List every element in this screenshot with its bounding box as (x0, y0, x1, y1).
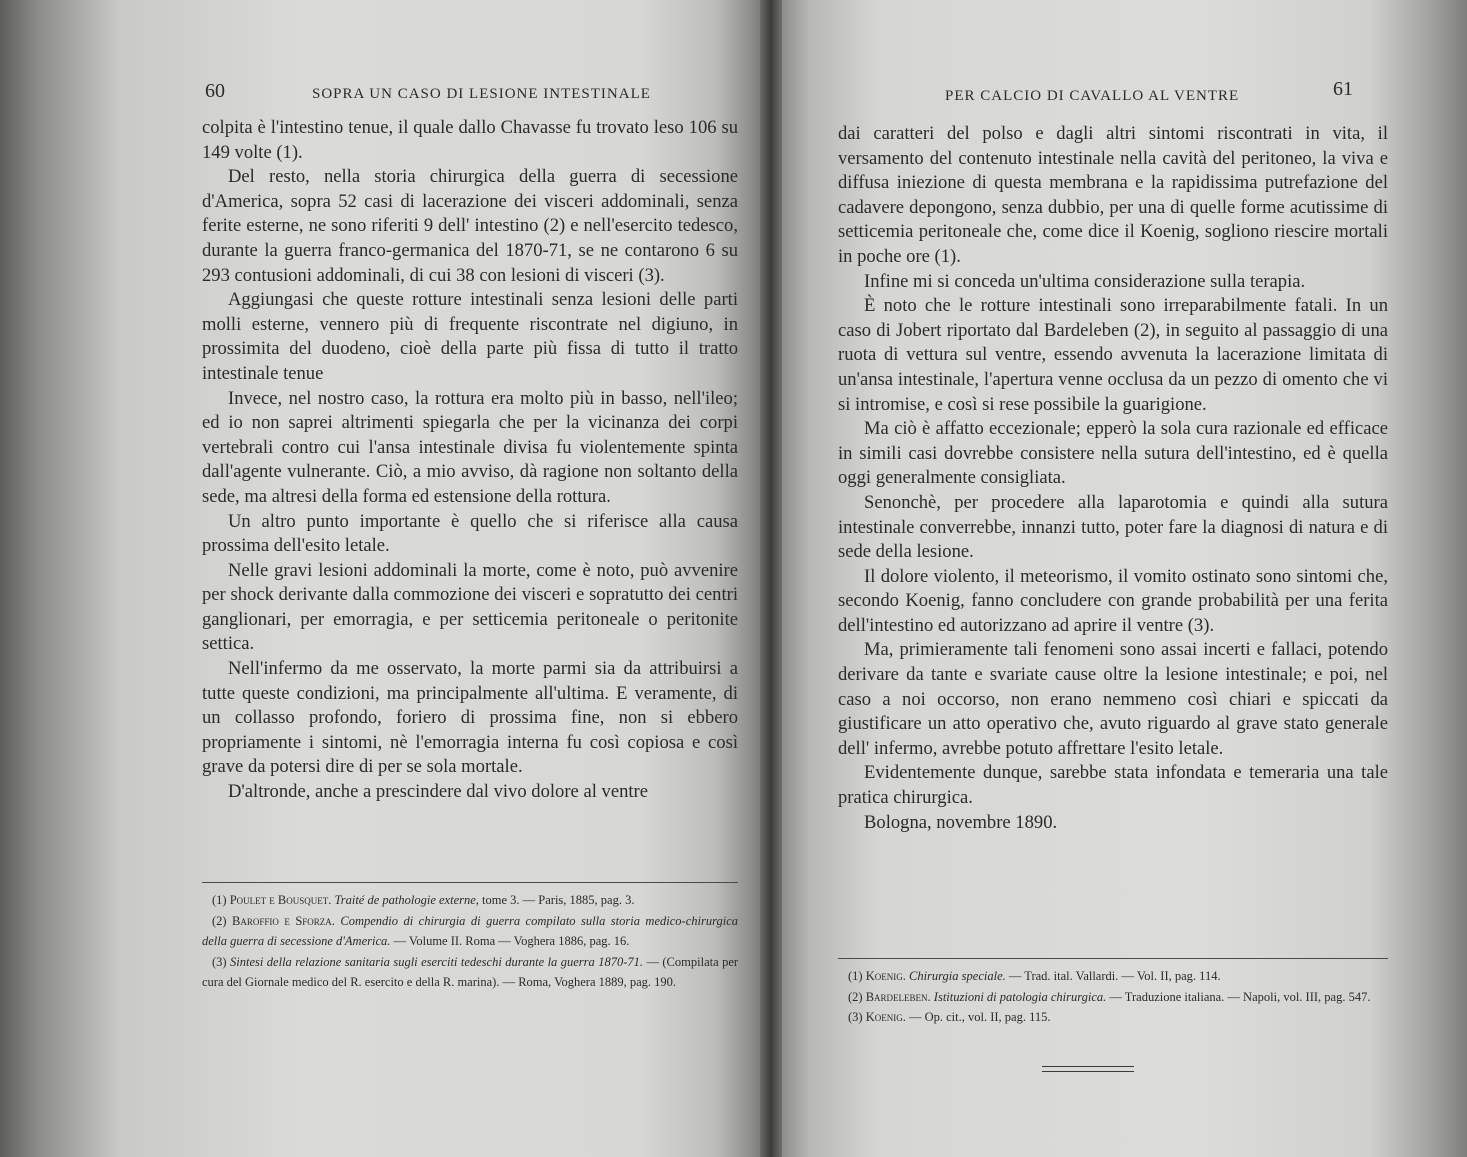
paragraph: Infine mi si conceda un'ultima considerazione sulla terapia. (864, 270, 1306, 292)
paragraph: Evidentemente dunque, sarebbe stata infondata e temeraria una tale pratica chirurgica. (838, 762, 1388, 809)
footnote-rest: — Traduzione italiana. — Napoli, vol. III, pag. 547. (1109, 989, 1371, 1004)
footnotes (202, 890, 738, 993)
page-number: 60 (205, 80, 225, 102)
footnote (838, 987, 1388, 1008)
footnote-mark: (2) (212, 913, 227, 928)
paragraph: Invece, nel nostro caso, la rottura era molto più in basso, nell'ileo; ed io non saprei altrimenti spiegarla che per la vicinanza dei corpi vertebrali contro cui l'ansa intestinale divisa fu violentemente spinta dall'agente vulnerante. Ciò, a mio avviso, dà ragione non soltanto della sede, ma altresi della forma ed estensione della rottura. (202, 387, 738, 507)
footnote-rest: — Volume II. Roma — Voghera 1886, pag. 16. (393, 934, 630, 948)
paragraph: Senonchè, per procedere alla laparotomia e quindi alla sutura intestinale converrebbe, innanzi tutto, poter fare la diagnosi di natura e di sede della lesione. (838, 491, 1388, 563)
paragraph: Bologna, novembre 1890. (864, 811, 1058, 833)
paragraph: Del resto, nella storia chirurgica della guerra di secessione d'America, sopra 52 casi di lacerazione dei visceri addominali, senza ferite esterne, ne sono riferiti 9 dell' intestino (2) e nell'esercito tedesco, durante la guerra franco-germanica del 1870-71, se ne contarono 6 su 293 contusioni addominali, di cui 38 con lesioni di visceri (3). (202, 166, 738, 286)
paragraph: Aggiungasi che queste rotture intestinali senza lesioni delle parti molli esterne, vennero più di frequente riscontrate nel digiuno, in prossimita del duodeno, cioè della parte più fissa di tutto il tratto intestinale tenue (202, 289, 738, 384)
paragraph: dai caratteri del polso e dagli altri sintomi riscontrati in vita, il versamento del contenuto intestinale nella cavità del peritoneo, la viva e diffusa iniezione di questa membrana e la rapidissima putrefazione del cadavere depongono, senza dubbio, per una di quelle forme acutissime di setticemia peritoneale che, come dice il Koenig, sogliono riescire mortali in poche ore (1). (838, 123, 1388, 267)
footnote-title: Chirurgia speciale. (908, 969, 1006, 983)
paragraph: Un altro punto importante è quello che si riferisce alla causa prossima dell'esito letale. (202, 510, 738, 557)
footnotes (838, 966, 1388, 1028)
footnote-mark: (1) (212, 893, 227, 907)
footnote-rest: — (Compilata per cura del Giornale medico del R. esercito e della R. marina). — Roma, Voghera 1889, pag. 190. (202, 954, 739, 989)
footnote (202, 890, 738, 911)
paragraph: Ma, primieramente tali fenomeni sono assai incerti e fallaci, potendo derivare da tante e svariate cause oltre la lesione intestinale; e poi, nel caso a noi occorso, non erano nemmeno così chiari e spiccati da giustificare un atto operativo che, avuto riguardo al grave stato generale dell' infermo, avrebbe potuto affrettare l'esito letale. (838, 639, 1388, 759)
footnote-authors: Koenig. (865, 969, 906, 983)
paragraph: Ma ciò è affatto eccezionale; epperò la sola cura razionale ed efficace in simili casi dovrebbe consistere nella sutura dell'intestino, ed è quella oggi generalmente consigliata. (838, 418, 1388, 489)
running-head: PER CALCIO DI CAVALLO AL VENTRE (945, 88, 1240, 104)
paragraph: È noto che le rotture intestinali sono irreparabilmente fatali. In un caso di Jobert riportato dal Bardeleben (2), in seguito al passaggio di una ruota di vettura sul ventre, essendo avvenuta la lacerazione limitata di un'ansa intestinale, l'apertura venne occlusa da un pezzo di omento che vi si intromise, e così si rese possibile la guarigione. (838, 295, 1388, 415)
footnote-mark: (3) (212, 954, 227, 969)
footnote-authors: Poulet e Bousquet. (229, 893, 332, 907)
footnote-rule (202, 882, 738, 883)
closing-rule (1042, 1066, 1134, 1067)
footnote (202, 952, 738, 993)
footnote-title: Traité de pathologie externe, (334, 893, 479, 907)
paragraph: Nell'infermo da me osservato, la morte parmi sia da attribuirsi a tutte queste condizioni, ma principalmente all'ultima. E veramente, di un collasso profondo, foriero di prossima fine, non si ebbero propriamente i sintomi, nè l'emorragia interna fu così copiosa e così grave da potersi dire di per se sola mortale. (202, 658, 738, 778)
body-text (838, 122, 1388, 835)
footnote-title: Istituzioni di patologia chirurgica. (933, 989, 1107, 1004)
body-text (202, 116, 738, 805)
footnote-mark: (2) (848, 989, 863, 1004)
footnote-authors: Bardeleben. (865, 989, 931, 1004)
footnote-title: Sintesi della relazione sanitaria sugli eserciti tedeschi durante la guerra 1870-71. (230, 954, 643, 969)
footnote-mark: (1) (848, 969, 863, 983)
paragraph: colpita è l'intestino tenue, il quale dallo Chavasse fu trovato leso 106 su 149 volte (1). (202, 117, 738, 163)
footnote-authors: Koenig. (865, 1010, 906, 1024)
book-gutter (760, 0, 782, 1157)
footnote-authors: Baroffio e Sforza. (232, 913, 335, 928)
closing-rule (1042, 1071, 1134, 1072)
footnote-rest: — Trad. ital. Vallardi. — Vol. II, pag. 114. (1008, 969, 1221, 983)
footnote-rest: — Op. cit., vol. II, pag. 115. (908, 1010, 1051, 1024)
running-head: SOPRA UN CASO DI LESIONE INTESTINALE (312, 86, 651, 102)
footnote (202, 911, 738, 952)
page-number: 61 (1333, 78, 1353, 100)
footnote (838, 1007, 1388, 1028)
footnote-rule (838, 958, 1388, 959)
paragraph: D'altronde, anche a prescindere dal vivo dolore al ventre (228, 781, 648, 803)
footnote (838, 966, 1388, 987)
footnote-mark: (3) (848, 1010, 863, 1024)
right-page (770, 0, 1467, 1157)
paragraph: Il dolore violento, il meteorismo, il vomito ostinato sono sintomi che, secondo Koenig, fanno concludere con grande probabilità per una ferita dell'intestino ed autorizzano ad aprire il ventre (3). (838, 565, 1388, 636)
footnote-title: Compendio di chirurgia di guerra compilato sulla storia medico-chirurgica della guerra di secessione d'America. (202, 913, 738, 948)
paragraph: Nelle gravi lesioni addominali la morte, come è noto, può avvenire per shock derivante dalla commozione dei visceri e sopratutto dei centri ganglionari, per emorragia, e per setticemia peritoneale o peritonite settica. (202, 559, 738, 655)
footnote-rest: tome 3. — Paris, 1885, pag. 3. (482, 893, 635, 907)
